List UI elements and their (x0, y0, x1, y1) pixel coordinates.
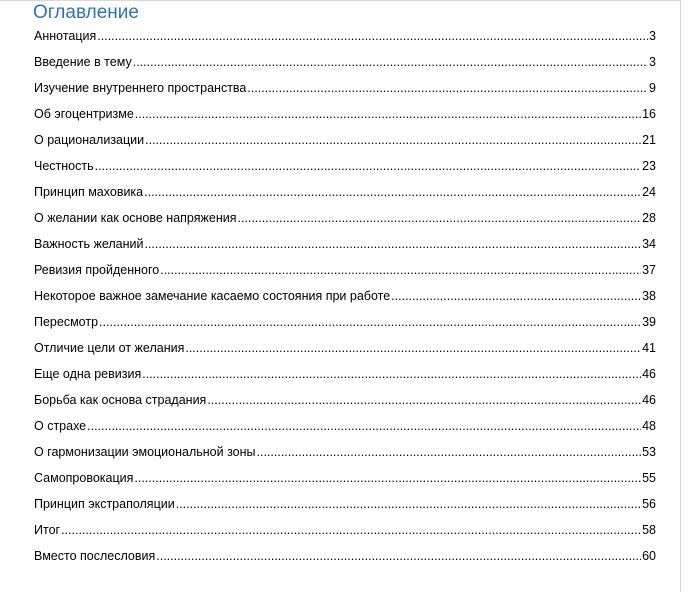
toc-entry[interactable] (34, 28, 656, 54)
toc-entry[interactable] (34, 132, 656, 158)
toc-entry-label: Самопровокация (34, 471, 134, 485)
toc-entry-label: О рационализации (34, 133, 145, 147)
toc-entry[interactable] (34, 548, 656, 574)
toc-entry-label: Введение в тему (34, 55, 132, 69)
toc-dot-leader (135, 106, 641, 122)
toc-entry[interactable] (34, 340, 656, 366)
toc-entry-label: О желании как основе напряжения (34, 211, 237, 225)
toc-entry-label: Итог (34, 523, 61, 537)
toc-entry-page: 24 (642, 185, 656, 199)
toc-entry-label: Важность желаний (34, 237, 144, 251)
toc-dot-leader (144, 184, 641, 200)
toc-entry-page: 56 (642, 497, 656, 511)
toc-entry[interactable] (34, 106, 656, 132)
toc-entry-label: Об эгоцентризме (34, 107, 134, 121)
toc-entry-page: 9 (649, 81, 656, 95)
toc-entry-page: 21 (642, 133, 656, 147)
toc-entry-label: Честность (34, 159, 94, 173)
toc-entry-page: 60 (642, 549, 656, 563)
toc-entry-page: 16 (642, 107, 656, 121)
toc-dot-leader (87, 418, 641, 434)
toc-dot-leader (176, 496, 641, 512)
toc-entry-label: Ревизия пройденного (34, 263, 160, 277)
toc-dot-leader (97, 28, 648, 44)
toc-entry-page: 53 (642, 445, 656, 459)
toc-entry-label: Пересмотр (34, 315, 99, 329)
toc-entry[interactable] (34, 314, 656, 340)
toc-entry-page: 37 (642, 263, 656, 277)
toc-dot-leader (134, 470, 641, 486)
toc-entry[interactable] (34, 444, 656, 470)
toc-entry[interactable] (34, 184, 656, 210)
toc-dot-leader (95, 158, 641, 174)
toc-dot-leader (133, 54, 648, 70)
toc-entry-label: Борьба как основа страдания (34, 393, 207, 407)
toc-entry[interactable] (34, 288, 656, 314)
toc-dot-leader (145, 132, 641, 148)
toc-entry[interactable] (34, 236, 656, 262)
toc-entry-label: Изучение внутреннего пространства (34, 81, 247, 95)
toc-entry[interactable] (34, 366, 656, 392)
toc-entry-page: 38 (642, 289, 656, 303)
toc-entry-page: 46 (642, 367, 656, 381)
toc-dot-leader (144, 236, 641, 252)
toc-dot-leader (237, 210, 641, 226)
toc-entry-page: 41 (642, 341, 656, 355)
toc-entry[interactable] (34, 210, 656, 236)
toc-entry-label: О гармонизации эмоциональной зоны (34, 445, 256, 459)
toc-entry-label: Еще одна ревизия (34, 367, 142, 381)
toc-entry-label: Вместо послесловия (34, 549, 156, 563)
toc-entry[interactable] (34, 418, 656, 444)
toc-entry[interactable] (34, 522, 656, 548)
toc-dot-leader (160, 262, 641, 278)
toc-entry[interactable] (34, 158, 656, 184)
toc-dot-leader (61, 522, 641, 538)
toc-entry-label: Аннотация (34, 29, 97, 43)
toc-entry[interactable] (34, 54, 656, 80)
toc-entry-page: 39 (642, 315, 656, 329)
toc-entry-page: 58 (642, 523, 656, 537)
toc-entry[interactable] (34, 392, 656, 418)
toc-entry-page: 3 (649, 55, 656, 69)
toc-entry-page: 28 (642, 211, 656, 225)
toc-entry-page: 55 (642, 471, 656, 485)
page-border-right (680, 0, 681, 592)
toc-dot-leader (156, 548, 641, 564)
toc-entry-label: О страхе (34, 419, 87, 433)
toc-entry-page: 48 (642, 419, 656, 433)
toc-entry-page: 23 (642, 159, 656, 173)
toc-dot-leader (247, 80, 648, 96)
toc-heading: Оглавление (33, 2, 139, 23)
toc-dot-leader (207, 392, 641, 408)
toc-entry-label: Принцип экстраполяции (34, 497, 175, 511)
toc-entry[interactable] (34, 470, 656, 496)
toc-dot-leader (257, 444, 642, 460)
toc-entry[interactable] (34, 262, 656, 288)
toc-entry-page: 3 (649, 29, 656, 43)
toc-entry-page: 34 (642, 237, 656, 251)
toc-dot-leader (99, 314, 641, 330)
toc-entry-label: Принцип маховика (34, 185, 144, 199)
toc-entry[interactable] (34, 496, 656, 522)
toc-entry[interactable] (34, 80, 656, 106)
toc-entry-label: Некоторое важное замечание касаемо состояния при работе (34, 289, 391, 303)
toc-entry-label: Отличие цели от желания (34, 341, 185, 355)
toc-entry-page: 46 (642, 393, 656, 407)
toc-dot-leader (391, 288, 641, 304)
toc-dot-leader (185, 340, 641, 356)
toc-dot-leader (142, 366, 641, 382)
toc-list (34, 28, 656, 574)
